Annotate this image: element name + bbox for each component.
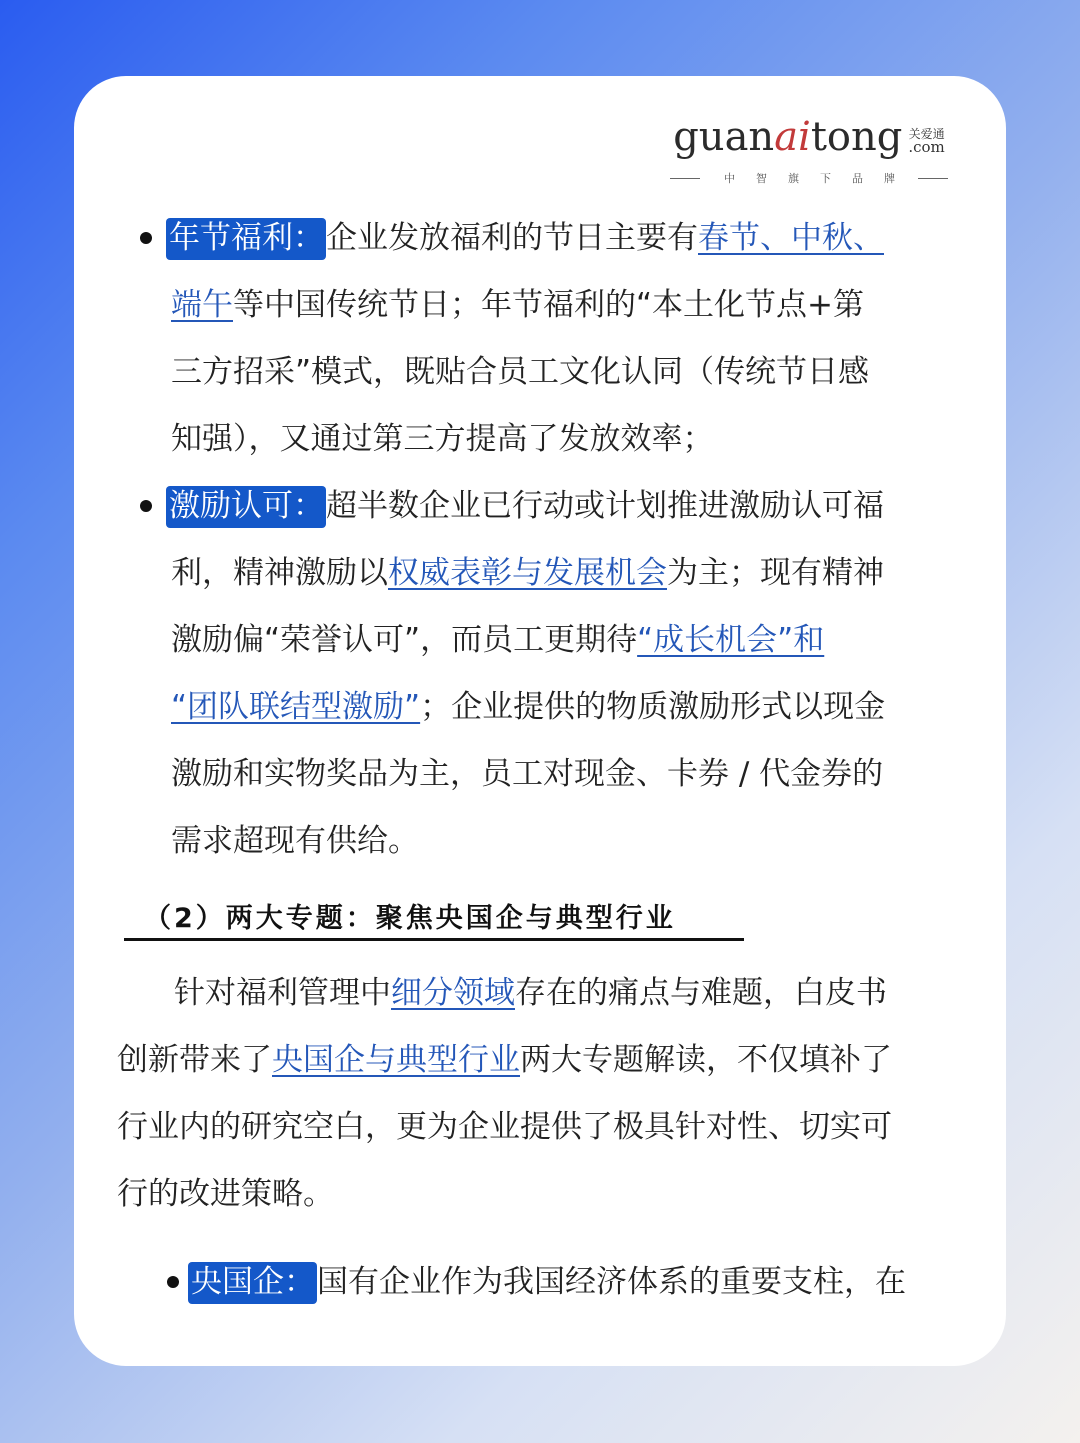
text-span: 国有企业作为我国经济体系的重要支柱，在 xyxy=(317,1264,906,1300)
text-line xyxy=(171,684,885,730)
bullet-dot xyxy=(140,500,152,512)
link-text[interactable]: 央国企与典型行业 xyxy=(272,1042,520,1078)
text-line: 激励和实物奖品为主，员工对现金、卡券 / 代金券的 xyxy=(171,756,884,792)
highlight-label: 央国企： xyxy=(188,1262,317,1304)
highlight-label: 年节福利： xyxy=(166,218,326,260)
text-line xyxy=(166,215,884,261)
logo-word-a: guan xyxy=(673,114,775,160)
bullet-dot xyxy=(140,232,152,244)
section-heading: （2）两大专题：聚焦央国企与典型行业 xyxy=(124,899,744,941)
text-span: 创新带来了 xyxy=(117,1042,272,1078)
text-span: 企业发放福利的节日主要有 xyxy=(326,220,698,256)
text-line xyxy=(171,282,864,328)
text-span: 两大专题解读，不仅填补了 xyxy=(520,1042,892,1078)
link-text[interactable]: “团队联结型激励” xyxy=(171,689,421,725)
text-line xyxy=(171,550,884,596)
logo-rule-left xyxy=(670,178,700,179)
logo-word-b: ai xyxy=(774,114,811,160)
logo-side-cn: 关爱通 xyxy=(908,127,945,141)
text-line xyxy=(171,617,824,663)
brand-logo xyxy=(664,114,954,186)
logo-rule-right xyxy=(918,178,948,179)
text-line xyxy=(117,1037,892,1083)
text-span: ；企业提供的物质激励形式以现金 xyxy=(420,689,886,725)
highlight-label: 激励认可： xyxy=(166,486,326,528)
text-line: 三方招采”模式，既贴合员工文化认同（传统节日感 xyxy=(171,354,870,390)
logo-tagline-row xyxy=(664,170,954,186)
logo-side-com: .com xyxy=(908,138,945,156)
text-span: 针对福利管理中 xyxy=(174,975,391,1011)
logo-side xyxy=(908,128,944,154)
text-span: 激励偏“荣誉认可”，而员工更期待 xyxy=(171,622,638,658)
text-line: 知强），又通过第三方提高了发放效率； xyxy=(171,421,714,457)
link-text[interactable]: “成长机会”和 xyxy=(637,622,825,658)
text-span: 等中国传统节日；年节福利的“本土化节点+第 xyxy=(233,287,865,323)
text-line: 行业内的研究空白，更为企业提供了极具针对性、切实可 xyxy=(117,1109,892,1145)
link-text[interactable]: 端午 xyxy=(171,287,233,323)
logo-tagline: 中智旗下品牌 xyxy=(724,172,916,185)
link-text[interactable]: 细分领域 xyxy=(391,975,515,1011)
link-text[interactable]: 权威表彰与发展机会 xyxy=(388,555,667,591)
logo-word-c: tong xyxy=(810,114,903,160)
text-line xyxy=(188,1259,906,1305)
link-text[interactable]: 春节、中秋、 xyxy=(698,220,884,256)
bullet-dot xyxy=(167,1276,179,1288)
text-span: 超半数企业已行动或计划推进激励认可福 xyxy=(326,488,884,524)
logo-wordmark xyxy=(673,114,902,160)
text-span: 为主；现有精神 xyxy=(667,555,884,591)
text-span: 存在的痛点与难题，白皮书 xyxy=(515,975,887,1011)
text-line: 行的改进策略。 xyxy=(117,1176,334,1212)
content-card xyxy=(74,76,1006,1366)
text-line xyxy=(174,970,887,1016)
text-span: 利，精神激励以 xyxy=(171,555,388,591)
text-line: 需求超现有供给。 xyxy=(171,823,419,859)
text-line xyxy=(166,483,884,529)
